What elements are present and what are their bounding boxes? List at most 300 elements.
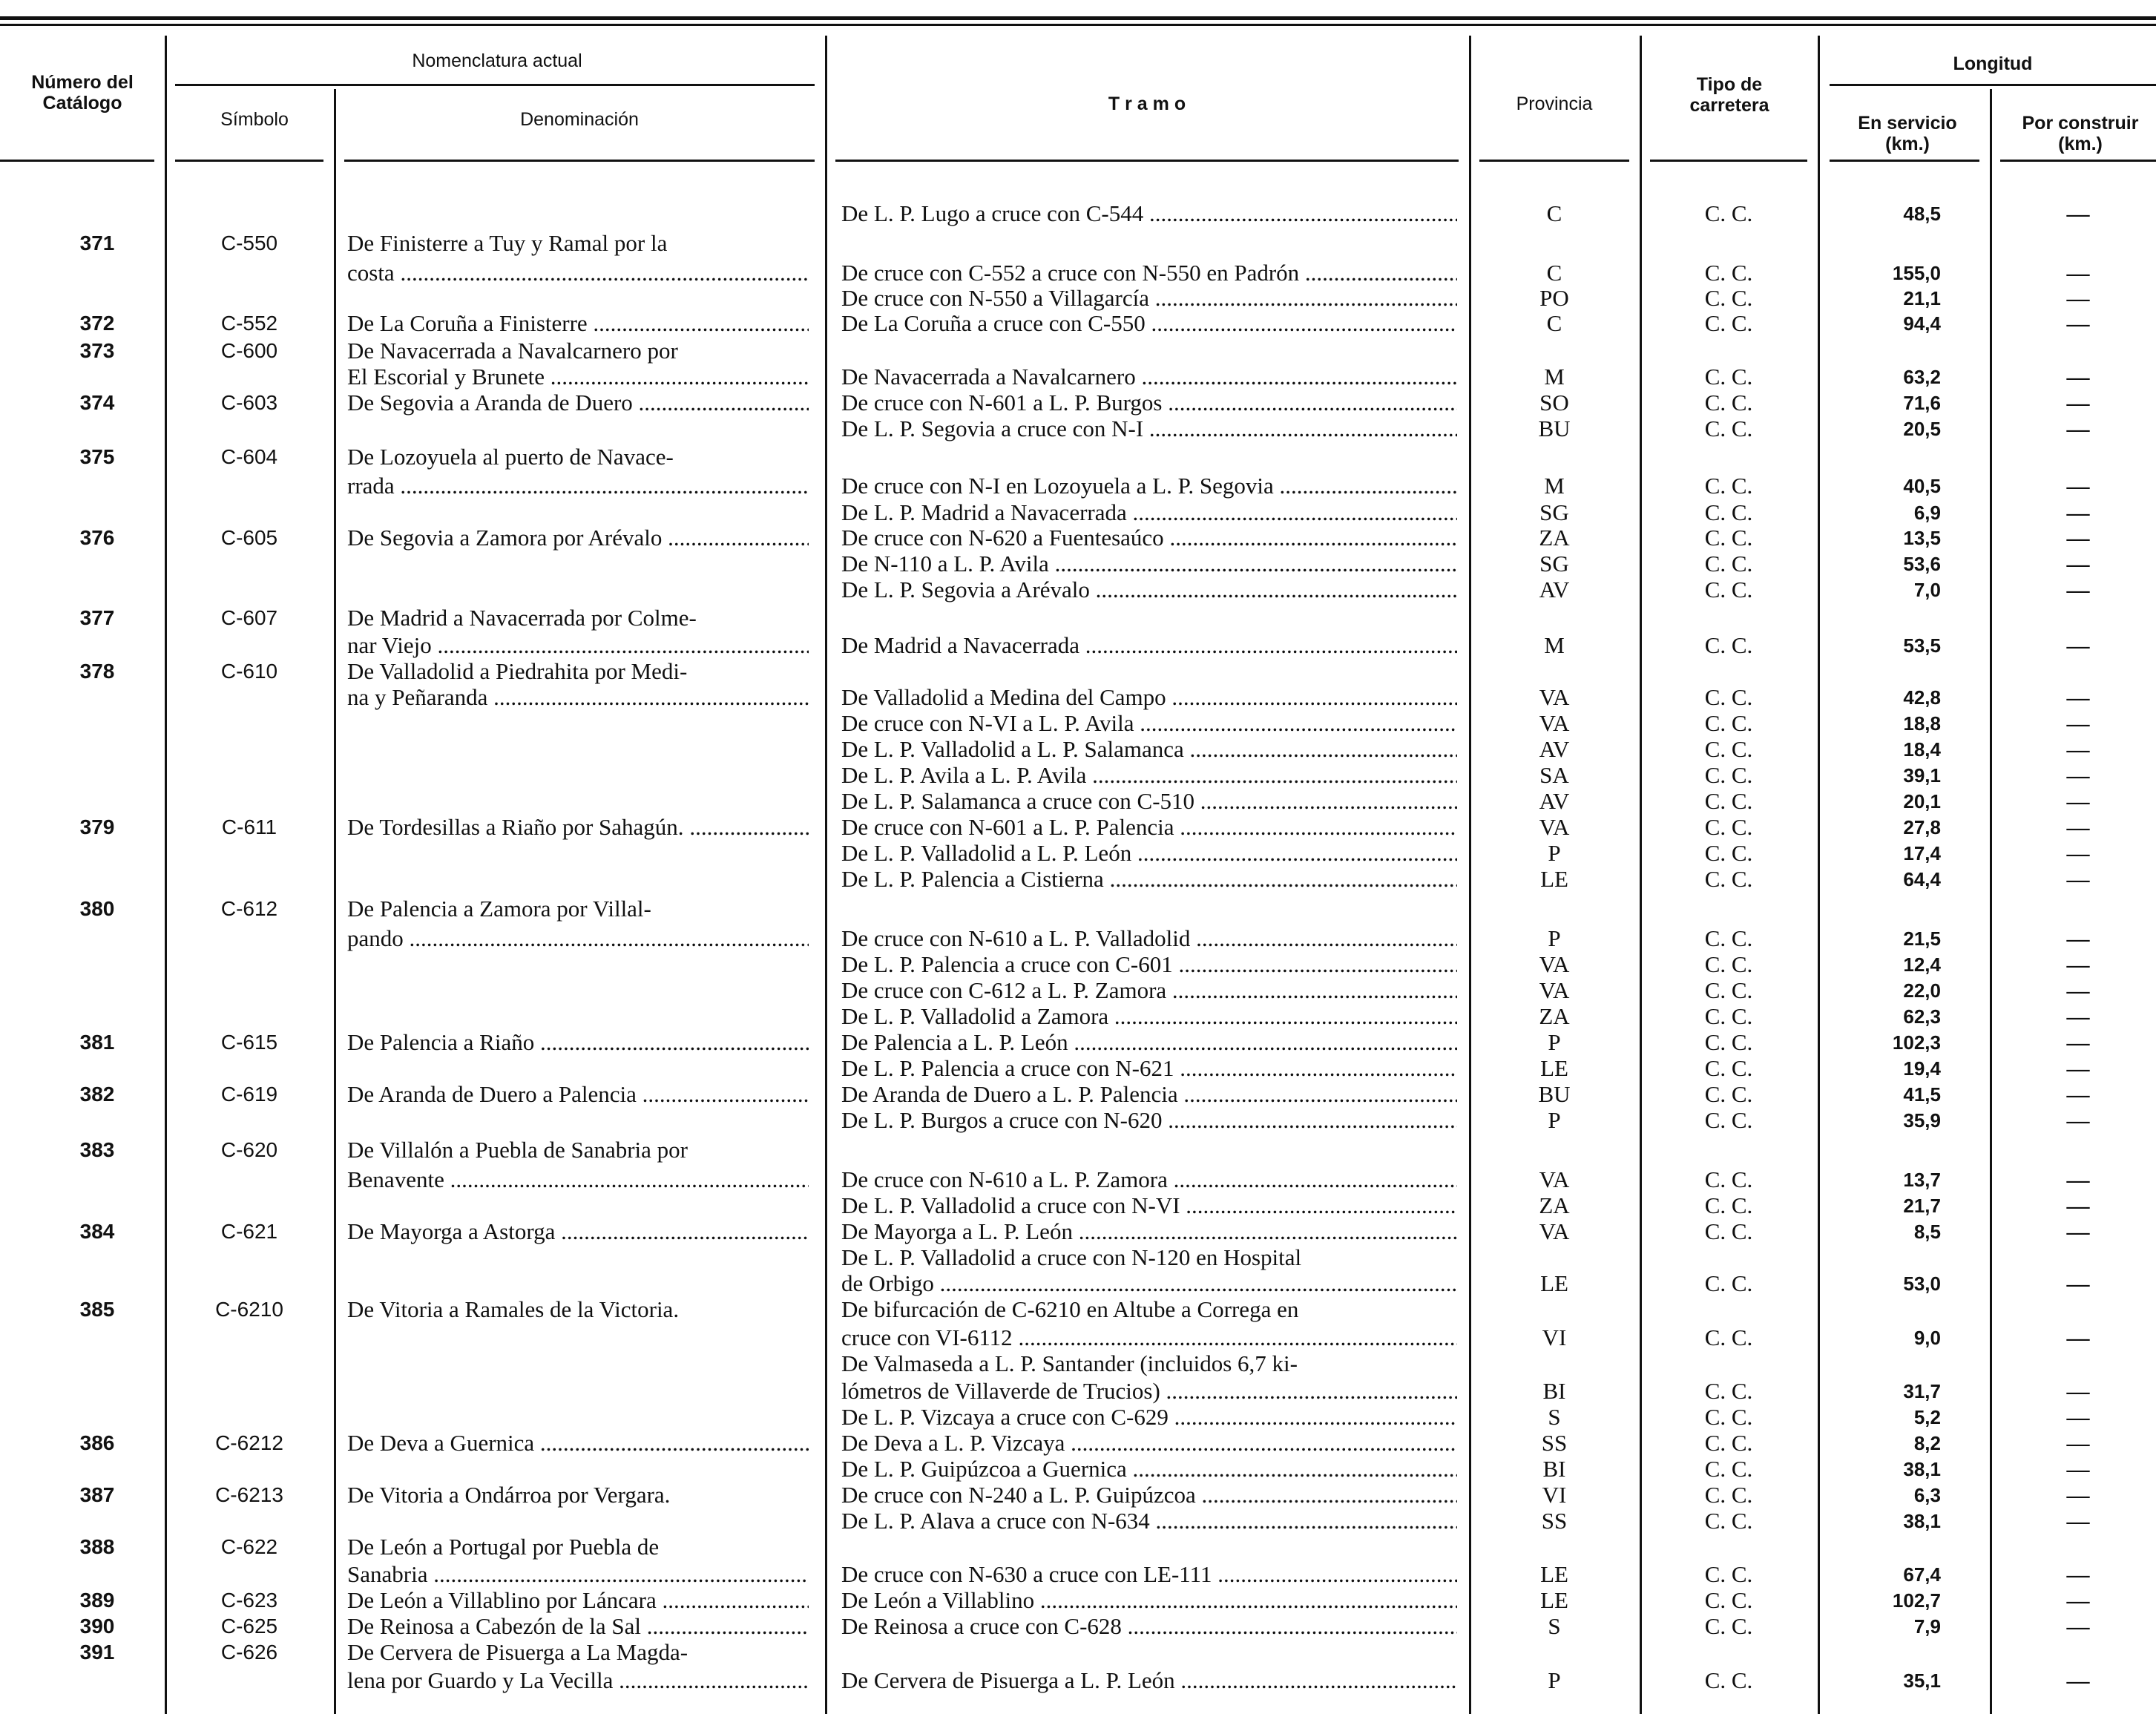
header-denominacion: Denominación <box>520 109 639 130</box>
catalog-number: 378 <box>79 660 115 683</box>
length-in-service: 48,5 <box>1903 203 1941 225</box>
section-description: De León a Villablino ..... <box>841 1587 1457 1614</box>
length-in-service: 18,4 <box>1903 738 1941 761</box>
length-to-build: — <box>2066 866 2090 892</box>
length-to-build: — <box>2066 684 2090 710</box>
province-code: C <box>1546 200 1562 226</box>
section-description: De N-110 a L. P. Avila ..... <box>841 551 1457 577</box>
province-code: LE <box>1540 866 1568 892</box>
province-code: LE <box>1540 1561 1568 1587</box>
road-symbol: C-622 <box>220 1535 278 1558</box>
road-denomination: rrada ..... <box>347 473 809 499</box>
section-description: De L. P. Avila a L. P. Avila ..... <box>841 762 1457 789</box>
length-in-service: 18,8 <box>1903 712 1941 735</box>
catalog-number: 389 <box>79 1589 115 1612</box>
province-code: VA <box>1539 710 1570 736</box>
province-code: BU <box>1538 416 1571 441</box>
catalog-number: 385 <box>79 1298 115 1321</box>
road-type: C. C. <box>1704 866 1753 892</box>
province-code: S <box>1548 1404 1561 1430</box>
road-symbol: C-604 <box>220 445 278 468</box>
length-in-service: 62,3 <box>1903 1005 1941 1028</box>
length-in-service: 31,7 <box>1903 1380 1941 1402</box>
road-type: C. C. <box>1704 1667 1753 1693</box>
province-code: SO <box>1539 390 1569 416</box>
header-bottom-rule <box>835 160 1459 162</box>
length-to-build: — <box>2066 1029 2090 1055</box>
catalog-number: 380 <box>79 897 115 920</box>
length-in-service: 6,3 <box>1913 1484 1941 1506</box>
length-in-service: 155,0 <box>1892 262 1941 284</box>
header-subrule <box>175 84 815 86</box>
length-to-build: — <box>2066 977 2090 1003</box>
length-in-service: 12,4 <box>1903 953 1941 976</box>
road-type: C. C. <box>1704 285 1753 311</box>
header-simbolo: Símbolo <box>220 109 289 130</box>
header-bottom-rule <box>1479 160 1629 162</box>
road-symbol: C-600 <box>220 339 278 362</box>
section-description: de Orbigo ..... <box>841 1270 1457 1297</box>
section-description: De L. P. Valladolid a cruce con N-VI ..... <box>841 1192 1457 1219</box>
length-to-build: — <box>2066 1081 2090 1107</box>
road-type: C. C. <box>1704 1456 1753 1482</box>
road-denomination: De Deva a Guernica ..... <box>347 1430 809 1457</box>
length-to-build: — <box>2066 1003 2090 1029</box>
length-to-build: — <box>2066 1561 2090 1587</box>
section-description: De L. P. Burgos a cruce con N-620 ..... <box>841 1107 1457 1134</box>
road-symbol: C-6210 <box>215 1298 283 1321</box>
catalog-number: 383 <box>79 1138 115 1161</box>
province-code: VA <box>1539 977 1570 1003</box>
length-to-build: — <box>2066 951 2090 977</box>
length-in-service: 21,7 <box>1903 1195 1941 1217</box>
province-code: VA <box>1539 684 1570 710</box>
road-denomination: na y Peñaranda ..... <box>347 684 809 711</box>
length-in-service: 8,2 <box>1913 1432 1941 1454</box>
header-longitud: Longitud <box>1953 53 2033 74</box>
length-in-service: 63,2 <box>1903 366 1941 388</box>
road-type: C. C. <box>1704 1482 1753 1508</box>
length-to-build: — <box>2066 1378 2090 1404</box>
header-numero: Número del Catálogo <box>31 72 134 114</box>
road-denomination: De Navacerrada a Navalcarnero por <box>347 338 678 364</box>
road-denomination: pando ..... <box>347 925 809 952</box>
header-bottom-rule <box>1830 160 1979 162</box>
header-bottom-rule <box>2000 160 2156 162</box>
top-rule-thin <box>0 24 2156 26</box>
road-type: C. C. <box>1704 951 1753 977</box>
road-type: C. C. <box>1704 1561 1753 1587</box>
catalog-number: 387 <box>79 1483 115 1506</box>
province-code: VI <box>1542 1324 1567 1350</box>
road-denomination: Benavente ..... <box>347 1166 809 1193</box>
section-description: lómetros de Villaverde de Trucios) ..... <box>841 1378 1457 1405</box>
section-description: De cruce con N-240 a L. P. Guipúzcoa ..... <box>841 1482 1457 1508</box>
road-type: C. C. <box>1704 1404 1753 1430</box>
road-denomination: El Escorial y Brunete ..... <box>347 364 809 390</box>
province-code: VA <box>1539 1218 1570 1244</box>
road-denomination: Sanabria ..... <box>347 1561 809 1588</box>
road-type: C. C. <box>1704 551 1753 577</box>
section-description: De L. P. Vizcaya a cruce con C-629 ..... <box>841 1404 1457 1431</box>
province-code: BI <box>1542 1378 1566 1404</box>
section-description: De cruce con N-610 a L. P. Zamora ..... <box>841 1166 1457 1193</box>
section-description: De Cervera de Pisuerga a L. P. León ..... <box>841 1667 1457 1694</box>
catalog-number: 390 <box>79 1615 115 1638</box>
road-type: C. C. <box>1704 1218 1753 1244</box>
length-in-service: 64,4 <box>1903 868 1941 890</box>
road-denomination: De Aranda de Duero a Palencia ..... <box>347 1081 809 1108</box>
province-code: P <box>1548 840 1561 866</box>
road-type: C. C. <box>1704 416 1753 441</box>
province-code: P <box>1548 1667 1561 1693</box>
province-code: AV <box>1539 788 1570 814</box>
length-to-build: — <box>2066 1324 2090 1350</box>
length-to-build: — <box>2066 710 2090 736</box>
catalog-number: 388 <box>79 1535 115 1558</box>
section-description: De L. P. Palencia a cruce con N-621 ..... <box>841 1055 1457 1082</box>
province-code: LE <box>1540 1055 1568 1081</box>
road-type: C. C. <box>1704 1166 1753 1192</box>
section-description: De cruce con N-550 a Villagarcía ..... <box>841 285 1457 312</box>
road-denomination: De Tordesillas a Riaño por Sahagún. ..... <box>347 814 809 841</box>
section-description: De L. P. Alava a cruce con N-634 ..... <box>841 1508 1457 1534</box>
length-to-build: — <box>2066 364 2090 390</box>
road-denomination: De Villalón a Puebla de Sanabria por <box>347 1137 688 1163</box>
province-code: C <box>1546 260 1562 286</box>
road-denomination: De Vitoria a Ondárroa por Vergara. <box>347 1482 671 1508</box>
header-tipo: Tipo de carretera <box>1689 74 1769 116</box>
road-type: C. C. <box>1704 473 1753 499</box>
road-type: C. C. <box>1704 390 1753 416</box>
section-description: De cruce con N-601 a L. P. Palencia ..... <box>841 814 1457 841</box>
length-to-build: — <box>2066 310 2090 336</box>
road-type: C. C. <box>1704 1003 1753 1029</box>
catalog-number: 386 <box>79 1431 115 1454</box>
length-to-build: — <box>2066 1055 2090 1081</box>
road-denomination: nar Viejo ..... <box>347 632 809 659</box>
length-in-service: 67,4 <box>1903 1563 1941 1586</box>
road-type: C. C. <box>1704 1587 1753 1613</box>
catalog-number: 373 <box>79 339 115 362</box>
road-type: C. C. <box>1704 1055 1753 1081</box>
road-denomination: De León a Portugal por Puebla de <box>347 1534 660 1560</box>
length-to-build: — <box>2066 473 2090 499</box>
length-to-build: — <box>2066 788 2090 814</box>
col-divider <box>334 89 336 1714</box>
road-symbol: C-6212 <box>215 1431 283 1454</box>
length-in-service: 38,1 <box>1903 1458 1941 1480</box>
road-symbol: C-6213 <box>215 1483 283 1506</box>
road-symbol: C-552 <box>220 312 278 335</box>
length-to-build: — <box>2066 1192 2090 1218</box>
length-in-service: 17,4 <box>1903 842 1941 864</box>
province-code: VI <box>1542 1482 1567 1508</box>
length-to-build: — <box>2066 840 2090 866</box>
length-to-build: — <box>2066 1667 2090 1693</box>
province-code: SS <box>1541 1508 1568 1534</box>
section-description: De L. P. Valladolid a cruce con N-120 en Hospital <box>841 1244 1302 1270</box>
length-in-service: 6,9 <box>1913 502 1941 524</box>
length-in-service: 20,5 <box>1903 418 1941 440</box>
length-in-service: 9,0 <box>1913 1327 1941 1349</box>
road-type: C. C. <box>1704 840 1753 866</box>
section-description: De Madrid a Navacerrada ..... <box>841 632 1457 659</box>
length-to-build: — <box>2066 525 2090 551</box>
road-type: C. C. <box>1704 710 1753 736</box>
catalog-number: 381 <box>79 1031 115 1054</box>
length-to-build: — <box>2066 1270 2090 1296</box>
length-in-service: 71,6 <box>1903 392 1941 414</box>
length-in-service: 35,1 <box>1903 1669 1941 1692</box>
header-bottom-rule <box>344 160 815 162</box>
road-denomination: De Madrid a Navacerrada por Colme- <box>347 605 697 631</box>
road-symbol: C-611 <box>221 815 277 838</box>
province-code: ZA <box>1539 1003 1570 1029</box>
section-description: De L. P. Segovia a Arévalo ..... <box>841 577 1457 603</box>
length-to-build: — <box>2066 736 2090 762</box>
section-description: De L. P. Lugo a cruce con C-544 ..... <box>841 200 1457 227</box>
road-symbol: C-623 <box>220 1589 278 1612</box>
road-type: C. C. <box>1704 577 1753 602</box>
section-description: De L. P. Salamanca a cruce con C-510 ..... <box>841 788 1457 815</box>
length-to-build: — <box>2066 1508 2090 1534</box>
road-symbol: C-610 <box>220 660 278 683</box>
road-symbol: C-607 <box>220 606 278 629</box>
road-denomination: De Reinosa a Cabezón de la Sal ..... <box>347 1613 809 1640</box>
province-code: VA <box>1539 951 1570 977</box>
province-code: LE <box>1540 1270 1568 1296</box>
road-denomination: De Mayorga a Astorga ..... <box>347 1218 809 1245</box>
catalog-number: 391 <box>79 1641 115 1664</box>
length-in-service: 53,5 <box>1903 634 1941 657</box>
road-type: C. C. <box>1704 1081 1753 1107</box>
road-type: C. C. <box>1704 260 1753 286</box>
road-type: C. C. <box>1704 684 1753 710</box>
header-por-construir: Por construir (km.) <box>2022 113 2139 154</box>
province-code: SG <box>1539 499 1569 525</box>
road-denomination: De La Coruña a Finisterre ..... <box>347 310 809 337</box>
section-description: De L. P. Palencia a Cistierna ..... <box>841 866 1457 893</box>
length-to-build: — <box>2066 814 2090 840</box>
section-description: De Reinosa a cruce con C-628 ..... <box>841 1613 1457 1640</box>
length-in-service: 7,0 <box>1913 579 1941 601</box>
road-symbol: C-603 <box>220 391 278 414</box>
section-description: cruce con VI-6112 ..... <box>841 1324 1457 1351</box>
length-in-service: 53,6 <box>1903 553 1941 575</box>
road-denomination: De Finisterre a Tuy y Ramal por la <box>347 230 668 256</box>
length-in-service: 102,3 <box>1892 1031 1941 1054</box>
road-type: C. C. <box>1704 1270 1753 1296</box>
province-code: P <box>1548 925 1561 951</box>
length-to-build: — <box>2066 285 2090 311</box>
length-in-service: 94,4 <box>1903 312 1941 335</box>
road-denomination: De Lozoyuela al puerto de Navace- <box>347 444 674 470</box>
col-divider <box>1640 36 1642 1714</box>
length-in-service: 13,7 <box>1903 1169 1941 1191</box>
road-type: C. C. <box>1704 1029 1753 1055</box>
province-code: BI <box>1542 1456 1566 1482</box>
section-description: De Palencia a L. P. León ..... <box>841 1029 1457 1056</box>
header-subrule <box>1830 84 2156 86</box>
section-description: De La Coruña a cruce con C-550 ..... <box>841 310 1457 337</box>
catalog-number: 382 <box>79 1083 115 1106</box>
road-type: C. C. <box>1704 1192 1753 1218</box>
col-divider <box>1469 36 1471 1714</box>
road-type: C. C. <box>1704 1378 1753 1404</box>
length-in-service: 21,5 <box>1903 927 1941 950</box>
road-denomination: De Cervera de Pisuerga a La Magda- <box>347 1639 688 1665</box>
length-in-service: 39,1 <box>1903 764 1941 787</box>
section-description: De Mayorga a L. P. León ..... <box>841 1218 1457 1245</box>
col-divider <box>1990 89 1992 1714</box>
section-description: De cruce con C-612 a L. P. Zamora ..... <box>841 977 1457 1004</box>
province-code: M <box>1544 473 1565 499</box>
road-type: C. C. <box>1704 364 1753 390</box>
catalog-number: 372 <box>79 312 115 335</box>
catalog-number: 379 <box>79 815 115 838</box>
province-code: ZA <box>1539 525 1570 551</box>
road-denomination: De Palencia a Riaño ..... <box>347 1029 809 1056</box>
road-denomination: De Valladolid a Piedrahita por Medi- <box>347 658 688 684</box>
header-en-servicio: En servicio (km.) <box>1858 113 1957 154</box>
catalog-number: 376 <box>79 526 115 549</box>
length-to-build: — <box>2066 1166 2090 1192</box>
length-to-build: — <box>2066 925 2090 951</box>
province-code: SG <box>1539 551 1569 577</box>
header-bottom-rule <box>0 160 154 162</box>
road-type: C. C. <box>1704 1324 1753 1350</box>
section-description: De Navacerrada a Navalcarnero ..... <box>841 364 1457 390</box>
province-code: M <box>1544 632 1565 658</box>
section-description: De L. P. Valladolid a L. P. Salamanca ..... <box>841 736 1457 763</box>
province-code: LE <box>1540 1587 1568 1613</box>
length-to-build: — <box>2066 390 2090 416</box>
length-in-service: 40,5 <box>1903 475 1941 497</box>
province-code: AV <box>1539 736 1570 762</box>
road-symbol: C-619 <box>220 1083 278 1106</box>
length-to-build: — <box>2066 499 2090 525</box>
road-symbol: C-612 <box>220 897 278 920</box>
province-code: BU <box>1538 1081 1571 1107</box>
length-in-service: 13,5 <box>1903 527 1941 549</box>
length-in-service: 27,8 <box>1903 816 1941 838</box>
road-type: C. C. <box>1704 1508 1753 1534</box>
length-to-build: — <box>2066 416 2090 441</box>
length-in-service: 8,5 <box>1913 1221 1941 1243</box>
length-to-build: — <box>2066 1107 2090 1133</box>
length-to-build: — <box>2066 577 2090 602</box>
length-to-build: — <box>2066 1482 2090 1508</box>
section-description: De cruce con N-630 a cruce con LE-111 ..... <box>841 1561 1457 1588</box>
length-to-build: — <box>2066 260 2090 286</box>
section-description: De cruce con N-610 a L. P. Valladolid ..... <box>841 925 1457 952</box>
province-code: P <box>1548 1029 1561 1055</box>
section-description: De Aranda de Duero a L. P. Palencia ..... <box>841 1081 1457 1108</box>
catalog-number: 374 <box>79 391 115 414</box>
road-symbol: C-605 <box>220 526 278 549</box>
header-tramo: T r a m o <box>1108 93 1186 114</box>
road-symbol: C-550 <box>220 232 278 255</box>
province-code: VA <box>1539 814 1570 840</box>
header-bottom-rule <box>1650 160 1807 162</box>
section-description: De L. P. Valladolid a L. P. León ..... <box>841 840 1457 867</box>
section-description: De L. P. Palencia a cruce con C-601 ..... <box>841 951 1457 978</box>
length-to-build: — <box>2066 1430 2090 1456</box>
length-in-service: 53,0 <box>1903 1273 1941 1295</box>
length-to-build: — <box>2066 200 2090 226</box>
road-type: C. C. <box>1704 762 1753 788</box>
province-code: VA <box>1539 1166 1570 1192</box>
length-to-build: — <box>2066 762 2090 788</box>
road-symbol: C-626 <box>220 1641 278 1664</box>
road-symbol: C-621 <box>220 1220 278 1243</box>
length-to-build: — <box>2066 1587 2090 1613</box>
road-denomination: De Vitoria a Ramales de la Victoria. <box>347 1296 680 1322</box>
province-code: SS <box>1541 1430 1568 1456</box>
top-rule <box>0 16 2156 20</box>
province-code: C <box>1546 310 1562 336</box>
catalog-number: 377 <box>79 606 115 629</box>
col-divider <box>1818 36 1820 1714</box>
section-description: De Deva a L. P. Vizcaya ..... <box>841 1430 1457 1457</box>
road-type: C. C. <box>1704 1430 1753 1456</box>
catalog-number: 375 <box>79 445 115 468</box>
length-to-build: — <box>2066 1404 2090 1430</box>
road-type: C. C. <box>1704 499 1753 525</box>
header-bottom-rule <box>175 160 323 162</box>
road-type: C. C. <box>1704 632 1753 658</box>
province-code: SA <box>1539 762 1569 788</box>
province-code: M <box>1544 364 1565 390</box>
length-in-service: 5,2 <box>1913 1406 1941 1428</box>
section-description: De Valmaseda a L. P. Santander (incluidos 6,7 ki- <box>841 1350 1298 1376</box>
length-in-service: 7,9 <box>1913 1615 1941 1638</box>
length-to-build: — <box>2066 632 2090 658</box>
road-symbol: C-625 <box>220 1615 278 1638</box>
province-code: S <box>1548 1613 1561 1639</box>
length-to-build: — <box>2066 1613 2090 1639</box>
section-description: De L. P. Madrid a Navacerrada ..... <box>841 499 1457 526</box>
section-description: De L. P. Valladolid a Zamora ..... <box>841 1003 1457 1030</box>
catalog-number: 371 <box>79 232 115 255</box>
road-denomination: De Segovia a Aranda de Duero ..... <box>347 390 809 416</box>
length-in-service: 20,1 <box>1903 790 1941 812</box>
header-nomenclatura: Nomenclatura actual <box>412 50 582 71</box>
road-type: C. C. <box>1704 977 1753 1003</box>
road-denomination: De Palencia a Zamora por Villal- <box>347 896 651 922</box>
road-symbol: C-620 <box>220 1138 278 1161</box>
road-type: C. C. <box>1704 200 1753 226</box>
length-in-service: 35,9 <box>1903 1109 1941 1132</box>
road-denomination: De Segovia a Zamora por Arévalo ..... <box>347 525 809 551</box>
length-in-service: 41,5 <box>1903 1083 1941 1106</box>
section-description: De Valladolid a Medina del Campo ..... <box>841 684 1457 711</box>
length-in-service: 42,8 <box>1903 686 1941 709</box>
road-type: C. C. <box>1704 814 1753 840</box>
road-type: C. C. <box>1704 788 1753 814</box>
length-in-service: 21,1 <box>1903 287 1941 309</box>
road-type: C. C. <box>1704 925 1753 951</box>
length-to-build: — <box>2066 1218 2090 1244</box>
length-in-service: 102,7 <box>1892 1589 1941 1612</box>
section-description: De cruce con N-I en Lozoyuela a L. P. Segovia ..... <box>841 473 1457 499</box>
section-description: De cruce con N-601 a L. P. Burgos ..... <box>841 390 1457 416</box>
length-to-build: — <box>2066 1456 2090 1482</box>
header-provincia: Provincia <box>1516 93 1593 114</box>
length-in-service: 19,4 <box>1903 1057 1941 1080</box>
road-type: C. C. <box>1704 1613 1753 1639</box>
